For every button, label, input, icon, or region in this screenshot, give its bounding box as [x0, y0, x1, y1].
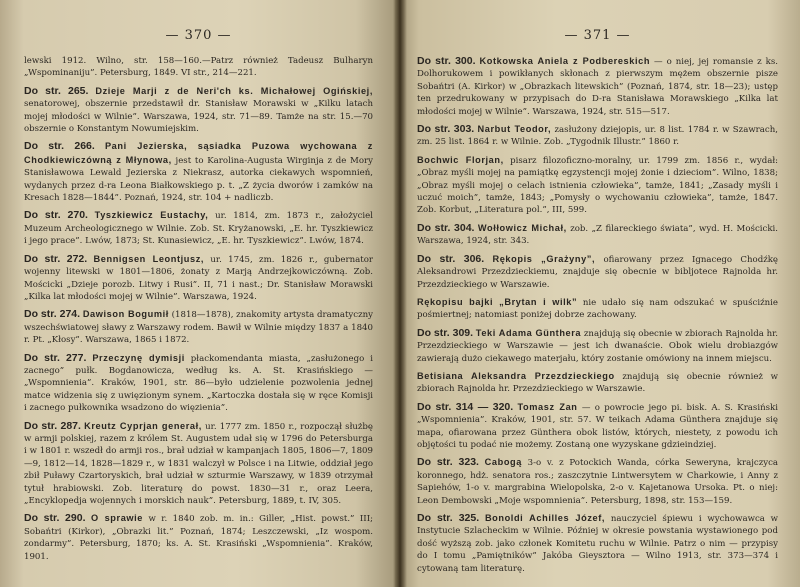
- footnote-entry: [24, 85, 373, 136]
- footnote-reference: Do str. 290.: [24, 512, 86, 525]
- footnote-entry: [24, 512, 373, 563]
- footnote-subject: Kreutz Cyprjan generał,: [84, 420, 202, 431]
- footnote-text: — o powrocie jego pi. bisk. A. S. Krasiński „Wspomnienia”. Kraków, 1901, str. 57. W teikach Adama Günthera znajduje się mapa, ofiarowana przez Günthera obok listów, których, niestety, z powodu ich objętości tu podać nie możemy. Zostaną one wyzyskane gdzieindziej.: [417, 402, 778, 450]
- footnote-text: znajdują się obecnie również w zbiorach Rajnolda hr. Przezdzieckiego w Warszawie.: [417, 371, 778, 395]
- footnote-reference: Do str. 309.: [417, 326, 474, 339]
- footnote-text: ofiarowany przez Ignacego Chodźkę Aleksandrowi Przezdzieckiemu, znajduje się obecnie w bibljotece Rajnolda hr. Przezdzieckiego w Warszawie.: [417, 254, 779, 290]
- footnote-text: zob. „Z filareckiego świata”, wyd. H. Mościcki. Warszawa, 1924, str. 343.: [417, 223, 779, 247]
- footnote-reference: Do str. 266.: [24, 140, 95, 153]
- footnote-reference: Do str. 314 — 320.: [417, 400, 514, 413]
- footnote-subject: Kotkowska Aniela z Podbereskich: [479, 56, 651, 66]
- footnote-text: lewski 1912. Wilno, str. 158—160.—Patrz również Tadeusz Bulharyn „Wspominaniju”. Petersburg, 1849. VI str., 214—221.: [24, 56, 373, 79]
- footnote-reference: Do str. 303.: [417, 123, 475, 136]
- footnote-entry: [417, 55, 778, 118]
- footnote-subject: Narbut Teodor,: [477, 124, 552, 135]
- footnote-reference: Do str. 277.: [24, 351, 87, 364]
- footnote-text: — o niej, jej romansie z ks. Dolhorukowem i powikłanych skłonach z pierwszym mężem obszernie pisze Sobańtri (A. Kirkor) w „Obrazkach litewskich” (Poznań, 1874, str. 18—23); ustęp ten przedrukowany w przypisach do D-ra Stanisława Morawskiego „Kilka lat młodości mojej w Wilnie”. Warszawa, 1924, str. 515—517.: [417, 57, 779, 117]
- footnote-reference: Do str. 323.: [417, 456, 479, 469]
- footnote-entry: [24, 308, 373, 346]
- footnote-entry: [417, 512, 778, 575]
- footnote-text: ur. 1777 zm. 1850 r., rozpoczął służbę w armji polskiej, razem z królem St. Augustem udał się w 1796 do Petersburga i w 1801 r. wszedł do armji ros., brał udział w kampanjach 1805, 1806—7, 1809—9, 1812—14, 1828—1829 r., w 1831 walczył w Polsce i na Litwie, oddział jego zbił Puławy Czartoryskich, brał udział w szturmie Warszawy, w 1839 otrzymał tytuł hrabiowski. Zob. literaturę do powst. 1830—31 r., oraz Leera, „Encyklopedja wojennych i morskich nauk”. Petersburg, 1889, t. IV, 305.: [24, 421, 374, 506]
- footnote-text: ur. 1745, zm. 1826 r., gubernator wojenny litewski w 1801—1806, żonaty z Marją Andrzejkowiczówną. Zob. Mościcki „Dzieje porozb. Litwy i Rusi”. II, 71 i nast.; Dr. Stanisław Morawski „Kilka lat młodości mojej w Wilnie”. Warszawa, 1924.: [24, 254, 374, 302]
- footnote-subject: Wołłowicz Michał,: [477, 222, 567, 233]
- footnote-entry: [417, 253, 778, 291]
- footnote-reference: Do str. 304.: [417, 221, 475, 234]
- footnote-subject: Rękopis „Grażyny”,: [492, 253, 596, 264]
- footnote-entry: [417, 154, 778, 217]
- footnote-reference: Do str. 300.: [417, 55, 476, 67]
- footnote-text: w r. 1840 zob. m. in.: Giller, „Hist. powst.” III; Sobańtri (Kirkor), „Obrazki lit.” Poznań, 1874; Leszczewski, „Iz wospom. zondarmy”. Petersburg, 1870; ks. A. St. Krasiński „Wspomnienia”. Kraków, 1901.: [24, 514, 373, 562]
- footnote-entry: [417, 456, 778, 507]
- footnote-subject: Bennigsen Leontjusz,: [93, 253, 205, 264]
- footnotes-list: [24, 55, 373, 563]
- footnote-subject: Rękopisu bajki „Brytan i wilk”: [417, 296, 578, 307]
- footnote-subject: O sprawie: [90, 513, 144, 524]
- footnote-subject: Teki Adama Günthera: [475, 327, 582, 338]
- page-number: — 371 —: [564, 28, 631, 43]
- footnote-text: senatorowej, obszernie przedstawił dr. Stanisław Morawski w „Kilku latach mojej młodości w Wilnie”. Warszawa, 1924, str. 71—89. Tamże na str. 15.—70 obszernie o Konstantym Nowumiejskim.: [24, 99, 373, 135]
- footnote-text: zasłużony dziejopis, ur. 8 list. 1784 r. w Szawrach, zm. 25 list. 1864 r. w Wilnie. Zob. „Tygodnik Illustr.” 1860 r.: [417, 125, 778, 148]
- right-page: [395, 0, 800, 587]
- footnote-subject: Pani Jezierska, sąsiadka Puzowa wychowana z Chodkiewiczówną z Młynowa,: [24, 141, 373, 165]
- footnote-entry: [417, 123, 778, 149]
- footnote-entry: [417, 401, 778, 452]
- footnote-text: pisarz filozoficzno-moralny, ur. 1799 zm. 1856 r., wydał: „Obraz myśli mojej na pamiątkę egzystencji mojej żonie i dzieciom”. Wilno, 1838; „Obraz myśli mojej o celach istnienia człowieka”, tamże, 1841; „Zasady myśli i uczuć moich”, tamże, 1843; „Pomysły o wychowaniu człowieka”, tamże, 1847. Zob. Korbut, „Literatura pol.”, III, 599.: [417, 155, 779, 216]
- footnote-reference: Do str. 287.: [24, 419, 81, 432]
- footnote-entry: [417, 327, 778, 365]
- footnote-subject: Cabogą: [484, 457, 522, 468]
- footnote-subject: Bonoldi Achilles Józef,: [484, 513, 606, 523]
- footnote-text: płackomendanta miasta, „zasłużonego i zacnego” pułk. Bogdanowicza, według ks. A. St. Krasińskiego — „Wspomnienia”. Kraków, 1901, str. 86—było udzielenie pozwolenia jednej matce widzenia się z uwięzionym synem. „Kartoczka dostała się w ręce Komisji i zacnego pułkownika wsadzono do więzienia”.: [24, 353, 373, 414]
- footnote-reference: Do str. 270.: [24, 209, 88, 222]
- footnote-entry: [417, 222, 778, 248]
- footnotes-list: [417, 55, 778, 575]
- footnote-text: 3-o v. z Potockich Wanda, córka Seweryna, krajczyca koronnego, hdż. senatora ros.; zaszczytnie Lintwersytem w Charkowie, i Anny z Sapiehów, 1-o v. margrabina Wielopolska, 2-o v. Kajetanowa Ursoka. Pt. o niej: Leon Dembowski „Moje wspomnienia”. Petersburg, 1898, str. 153—159.: [417, 458, 779, 506]
- footnote-entry: [24, 420, 373, 508]
- footnote-text: ur. 1814, zm. 1873 r., założyciel Muzeum Archeologicznego w Wilnie. Zob. St. Kryżanowski, „E. hr. Tyszkiewicz i jego prace”. Lwów, 1873; St. Kunasiewicz, „E. hr. Tyszkiewicz”. Lwów, 1874.: [24, 211, 373, 247]
- footnote-reference: Do str. 306.: [417, 252, 485, 265]
- footnote-reference: Do str. 325.: [417, 512, 480, 524]
- footnote-text: (1818—1878), znakomity artysta dramatyczny wszechświatowej sławy z Warszawy rodem. Bawił w Wilnie między 1837 a 1840 r. Pt. „Kłosy”. Warszawa, 1865 i 1872.: [24, 310, 374, 346]
- footnote-entry: [24, 209, 373, 247]
- footnote-text: nie udało się nam odszukać w spuściźnie pośmiertnej; natomiast poniżej dobrze zachowany.: [417, 297, 779, 321]
- footnote-subject: Betisiana Aleksandra Przezdzieckiego: [417, 370, 615, 381]
- footnote-entry: [417, 370, 778, 396]
- footnote-reference: Do str. 272.: [24, 252, 88, 265]
- footnote-subject: Tomasz Zan: [517, 401, 578, 412]
- footnote-text: znajdują się obecnie w zbiorach Rajnolda hr. Przezdzieckiego w Warszawie — jest ich dwanaście. Obok wielu drobiazgów zawierają dużo ciekawego materjału, który zostanie omówiony na innem miejscu.: [417, 328, 779, 364]
- footnote-entry: [24, 55, 373, 80]
- footnote-subject: Bochwic Florjan,: [417, 154, 504, 165]
- footnote-entry: [24, 253, 373, 304]
- footnote-subject: Dzieje Marji z de Neri'ch ks. Michałowej Ogińskiej,: [95, 85, 373, 96]
- footnote-reference: Do str. 265.: [24, 84, 89, 97]
- footnote-subject: Tyszkiewicz Eustachy,: [94, 210, 209, 221]
- page-number: — 370 —: [165, 28, 232, 43]
- footnote-entry: [24, 352, 373, 415]
- footnote-text: nauczyciel śpiewu i wychowawca w Instytucie Szlacheckim w Wilnie. Później w okresie powstania wystawionego pod dość wyższą zob. jako członek Komitetu ruchu w Wilnie. Patrz o nim — przypisy do I tomu „Pamiętników” Jakóba Gieysztora — Wilno 1913, str. 373—374 i cytowaną tam literaturę.: [417, 514, 779, 574]
- footnote-text: jest to Karolina-Augusta Wirginja z de Mory Stanisławowa Lewald Jezierska z Niekrasz, autorka ciekawych wspomnień, wydanych przez d-ra Leona Białkowskiego p. t. „Z życia dworów i zamków na Kresach 1828—1844”. Poznań, 1924, str. 104 + nadliczb.: [24, 155, 373, 204]
- footnote-entry: [24, 140, 373, 204]
- book-gutter: [393, 0, 407, 587]
- footnote-entry: [417, 296, 778, 322]
- footnote-reference: Do str. 274.: [24, 308, 81, 321]
- left-page: [0, 0, 395, 587]
- footnote-subject: Dawison Bogumił: [82, 309, 169, 320]
- footnote-subject: Przeczynę dymisji: [92, 352, 185, 363]
